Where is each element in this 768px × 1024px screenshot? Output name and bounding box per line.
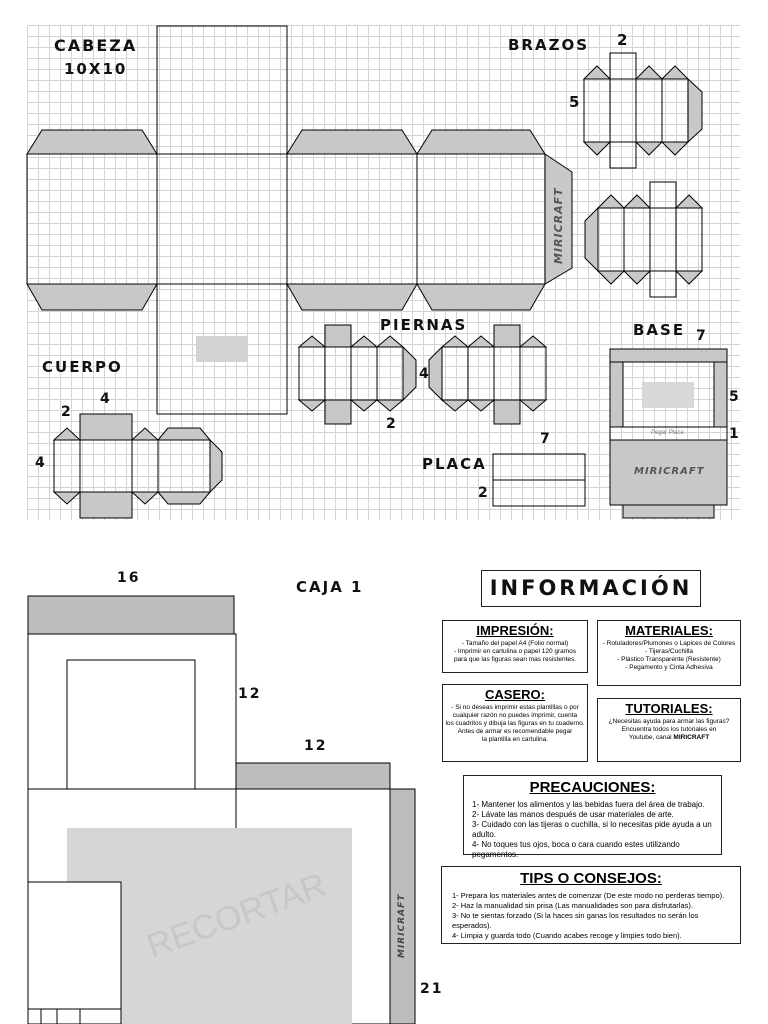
piernas-title: PIERNAS xyxy=(380,316,468,334)
impresion-text: - Tamaño del papel A4 (Folio normal) - Imprimir en cartulina o papel 120 gramos para que las figuras sean mas resistentes. xyxy=(453,640,577,663)
materiales-text: - Rotuladores/Plumones o Lapices de Colores - Tijeras/Cuchilla - Plástico Transparente (Resistente) - Pegamento y Cinta Adhesiva xyxy=(602,640,736,671)
dim-12b: 12 xyxy=(304,738,328,754)
base-brand-logo: MIRICRAFT xyxy=(634,466,705,477)
materiales-card xyxy=(597,620,741,686)
cuerpo-dim-side: 2 xyxy=(61,404,73,420)
recortar-watermark: RECORTAR xyxy=(142,865,332,966)
brazos-dim-h: 5 xyxy=(569,93,582,111)
impresion-title: IMPRESIÓN: xyxy=(476,623,554,638)
tutoriales-card xyxy=(597,698,741,762)
info-title: INFORMACIÓN xyxy=(489,576,693,600)
precauciones-card xyxy=(463,775,722,859)
cabeza-title: CABEZA xyxy=(54,36,138,55)
cuerpo-dim-top: 4 xyxy=(100,391,112,407)
base-dim-t: 1 xyxy=(729,426,741,442)
cuerpo-dim-h: 4 xyxy=(35,455,47,471)
dim-12a: 12 xyxy=(238,686,262,702)
tips-title: TIPS O CONSEJOS: xyxy=(520,870,662,887)
dim-21: 21 xyxy=(420,981,444,997)
tutoriales-text: ¿Necesitas ayuda para armar las figuras? Encuentra todos los tutoriales en Youtube, canal xyxy=(608,718,730,741)
casero-card xyxy=(442,684,588,762)
precauciones-text: 1- Mantener los alimentos y las bebidas fuera del área de trabajo. 2- Lávate las manos después de usar materiales de arte. 3- Cuidado con las tijeras o cuchilla, si lo necesitas pide ayuda a un adulto. 4- No toques tus ojos, boca o cara cuando estes utilizando pegamentos. xyxy=(472,800,712,859)
caja-brand-logo: MIRICRAFT xyxy=(397,893,407,958)
cabeza-size: 10X10 xyxy=(64,60,128,78)
precauciones-title: PRECAUCIONES: xyxy=(529,779,656,796)
casero-title: CASERO: xyxy=(485,687,545,702)
brazos-dim-w: 2 xyxy=(617,31,630,49)
dim-16: 16 xyxy=(117,570,141,586)
casero-text: - Si no deseas imprimir estas plantillas o por cualquier razón no puedes imprimir, cuenta los cuadritos y dibuja las figuras en tu cuaderno. Antes de armar es recomendable pegar la plantilla en cartulina. xyxy=(445,704,585,743)
cabeza-brand-logo: MIRICRAFT xyxy=(552,187,565,264)
cuerpo-title: CUERPO xyxy=(42,358,123,376)
base-dim-h: 5 xyxy=(729,389,741,405)
brazos-title: BRAZOS xyxy=(508,36,590,54)
piernas-dim-h: 4 xyxy=(419,366,431,382)
placa-dim-h: 2 xyxy=(478,485,490,501)
tips-text: 1- Prepara los materiales antes de comenzar (De este modo no perderas tiempo). 2- Haz la manualidad sin prisa (Las manualidades son para disfrutarlas). 3- No te sientas forzado (Si la haces sin ganas los resultados no serán los esperados). 4- Limpia y guarda todo (Cuando acabes recoge y limpies todo bien). xyxy=(452,891,725,940)
base-title: BASE xyxy=(633,321,686,339)
placa-dim-w: 7 xyxy=(540,431,552,447)
tutoriales-channel: MIRICRAFT xyxy=(673,734,710,741)
impresion-card xyxy=(442,620,588,673)
base-dim-w: 7 xyxy=(696,328,708,344)
tutoriales-title: TUTORIALES: xyxy=(625,701,713,716)
placa-title: PLACA xyxy=(422,455,487,473)
piernas-dim-w: 2 xyxy=(386,416,398,432)
base-placa-hint: Pegar Placa xyxy=(651,430,684,436)
caja-title: CAJA 1 xyxy=(296,578,364,596)
info-title-box xyxy=(481,570,701,607)
materiales-title: MATERIALES: xyxy=(625,623,713,638)
tips-card xyxy=(441,866,741,944)
